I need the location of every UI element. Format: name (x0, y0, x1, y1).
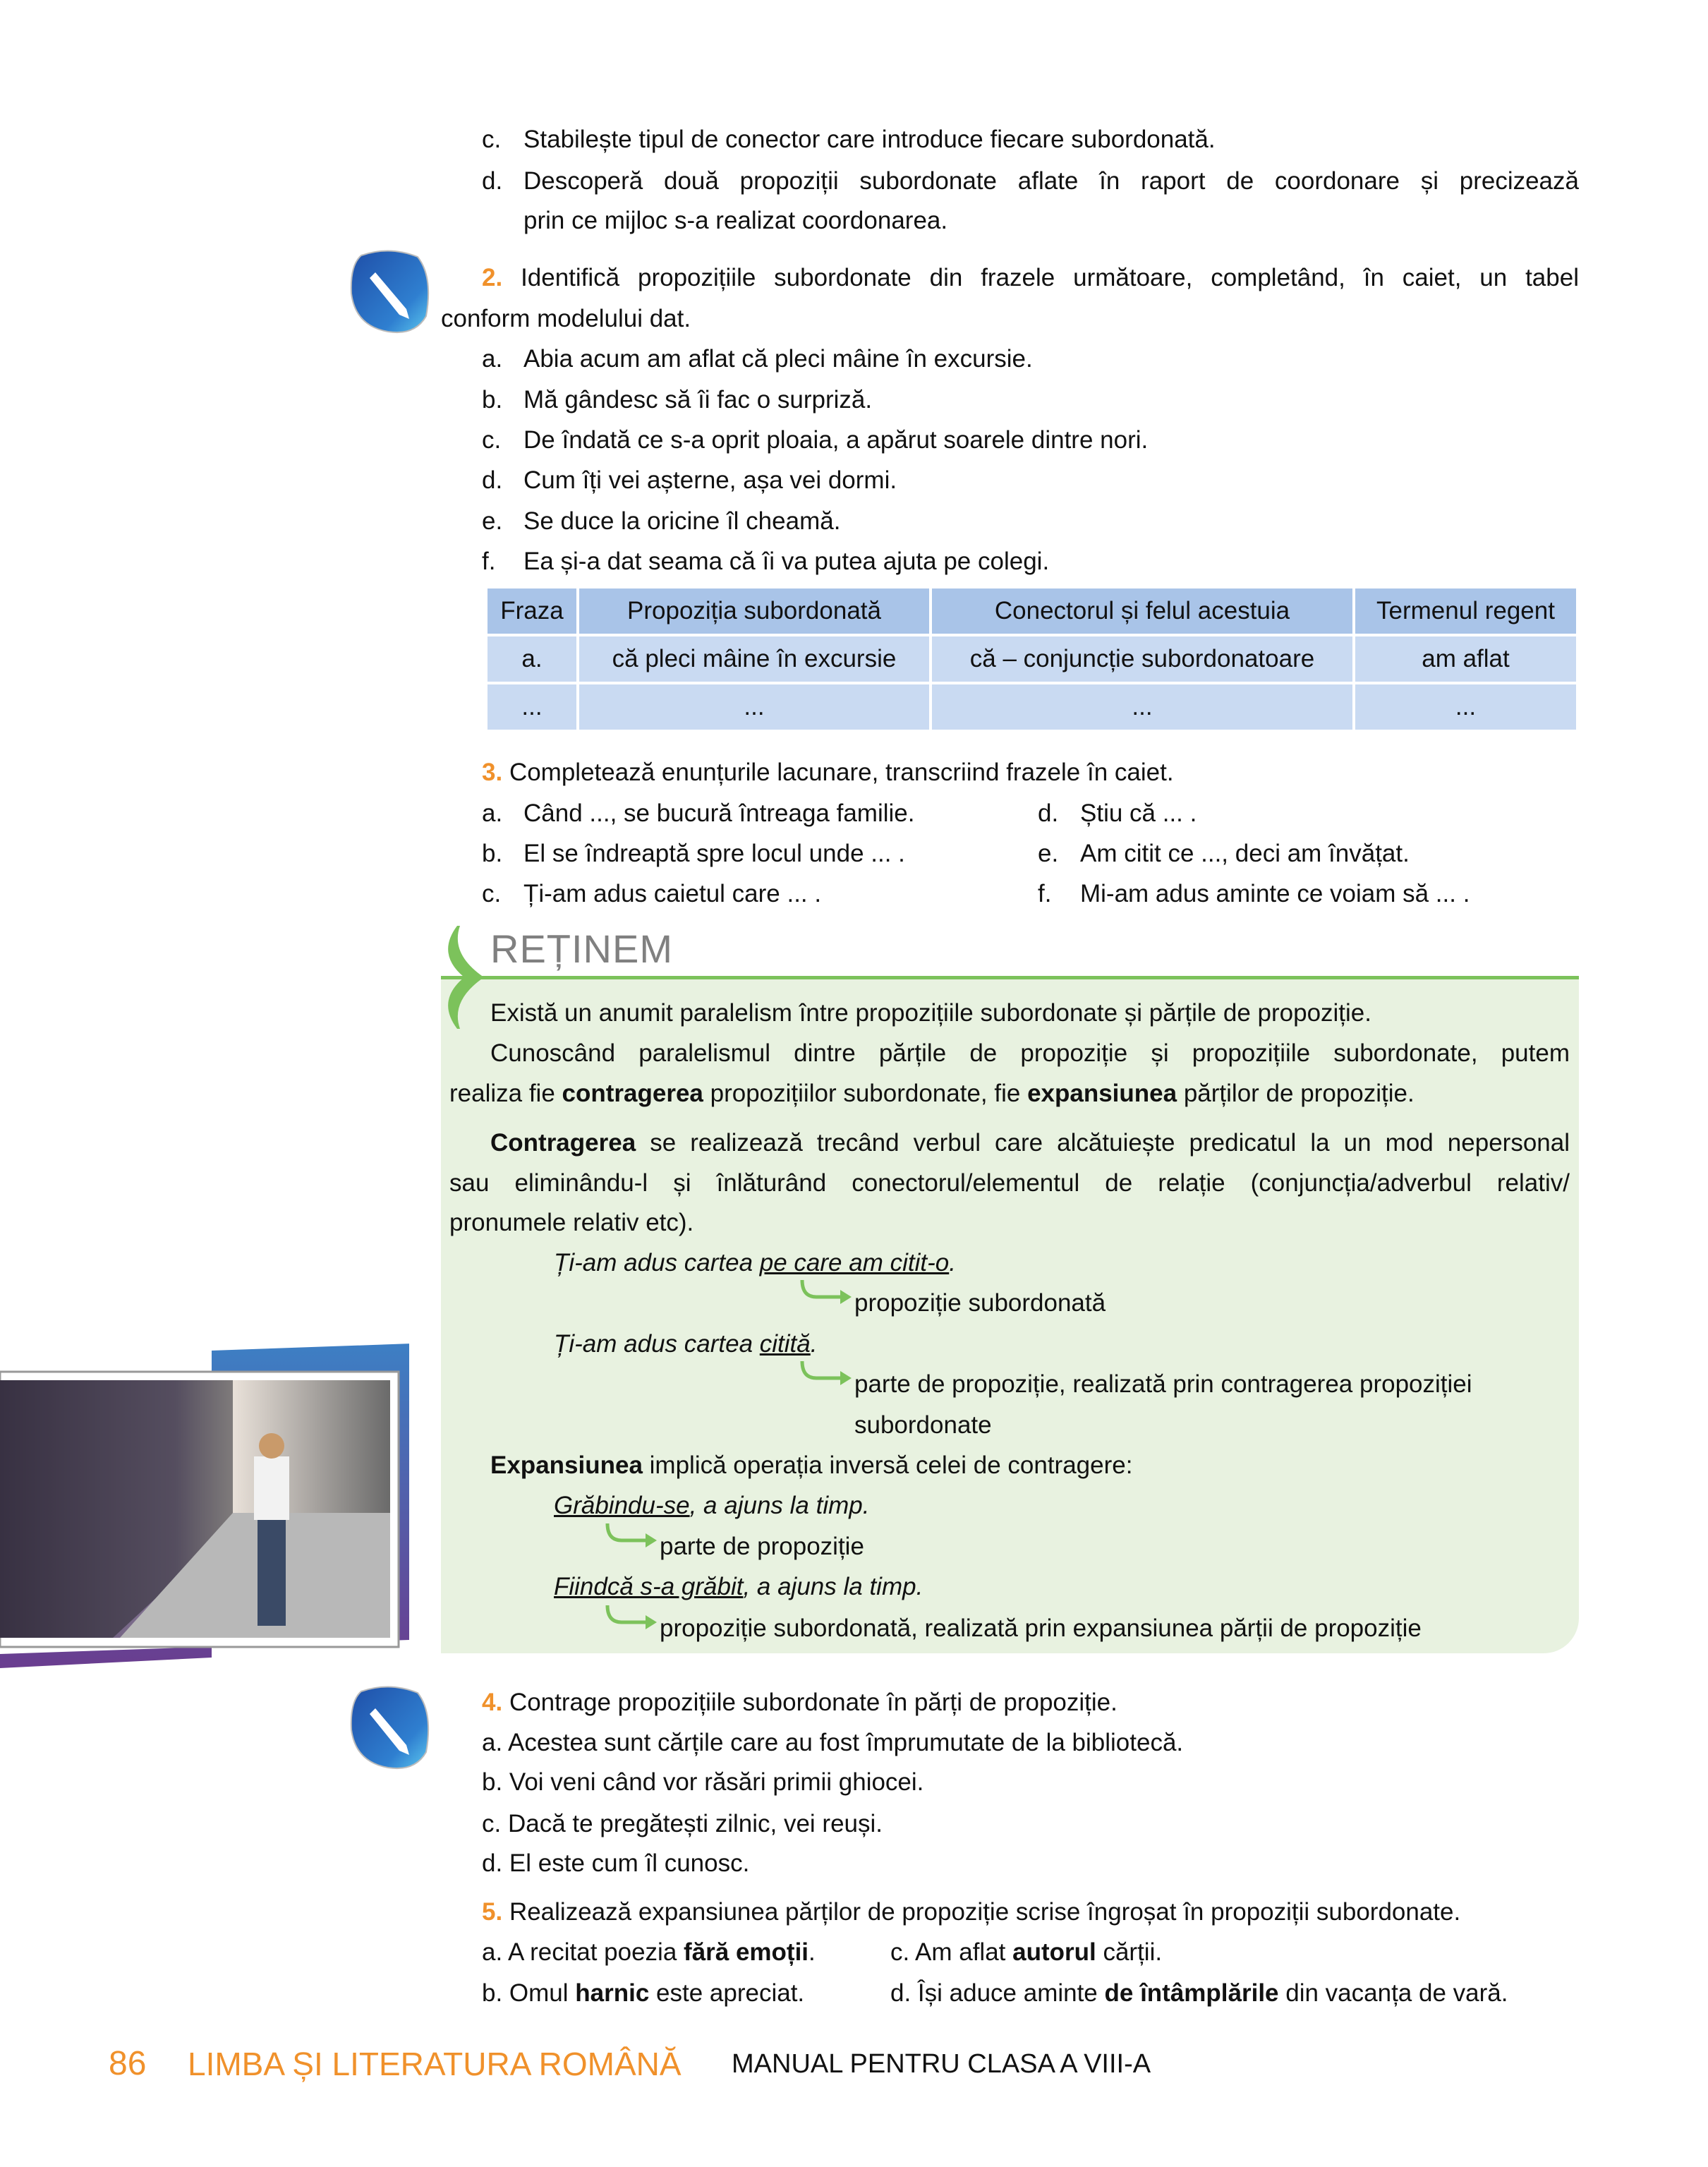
example-sentence: Fiindcă s-a grăbit, a ajuns la timp. (554, 1573, 923, 1600)
footer-subtitle: MANUAL PENTRU CLASA A VIII-A (732, 2049, 1151, 2079)
item-text: d. El este cum îl cunosc. (482, 1849, 750, 1877)
item-letter: b. (482, 386, 503, 414)
item-text: Abia acum am aflat că pleci mâine în excursie. (523, 345, 1033, 373)
item-text: Mi-am adus aminte ce voiam să ... . (1080, 880, 1470, 907)
table-header-row (487, 588, 1576, 634)
retinem-text: pronumele relativ etc). (449, 1209, 694, 1236)
exercise-number: 2. (482, 264, 503, 291)
example-note: parte de propoziție (660, 1533, 864, 1560)
table-cell: am aflat (1355, 636, 1576, 682)
item-text: De îndată ce s-a oprit ploaia, a apărut soarele dintre nori. (523, 426, 1149, 454)
item-letter: d. (482, 466, 503, 494)
arrow-icon (799, 1279, 853, 1304)
item-text: Ți-am adus caietul care ... . (523, 880, 822, 907)
example-sentence: Ți-am adus cartea citită. (554, 1330, 818, 1358)
item-text: Se duce la oricine îl cheamă. (523, 507, 841, 535)
exercise-number: 3. (482, 759, 503, 786)
item-letter: e. (1038, 840, 1059, 867)
page-number: 86 (109, 2045, 147, 2082)
item-text: Stabilește tipul de conector care introduce fiecare subordonată. (523, 126, 1216, 153)
item-letter: c. (482, 880, 502, 907)
item-letter: d. (1038, 799, 1059, 827)
exercise-text: Realizează expansiunea părților de propoziție scrise îngroșat în propoziții subordonate. (509, 1898, 1461, 1926)
example-note: propoziție subordonată, realizată prin expansiunea părții de propoziție (660, 1614, 1422, 1642)
retinem-text: Cunoscând paralelismul dintre părțile de propoziție și propozițiile subordonate, putem (490, 1039, 1570, 1067)
exercise-2-line2: conform modelului dat. (441, 305, 691, 332)
retinem-text: Expansiunea implică operația inversă celei de contragere: (490, 1451, 1133, 1479)
table-row (487, 684, 1576, 730)
item-letter: a. (482, 345, 503, 373)
item-letter: a. (482, 799, 503, 827)
item-text: c. Am aflat autorul cărții. (890, 1938, 1163, 1966)
footer-subject: LIMBA ȘI LITERATURA ROMÂNĂ (188, 2046, 682, 2082)
item-text: Descoperă două propoziții subordonate aflate în raport de coordonare și precizează (523, 167, 1579, 195)
item-text: Ea și-a dat seama că îi va putea ajuta pe colegi. (523, 548, 1050, 575)
exercise-number: 5. (482, 1898, 503, 1926)
item-text: Știu că ... . (1080, 799, 1197, 827)
exercise-text: Identifică propozițiile subordonate din frazele următoare, completând, în caiet, un tabel (521, 264, 1579, 291)
item-text: Când ..., se bucură întreaga familie. (523, 799, 915, 827)
table-cell: ... (579, 684, 929, 730)
item-text: c. Dacă te pregătești zilnic, vei reuși. (482, 1810, 883, 1837)
exercise-2-line1 (482, 258, 1579, 298)
arrow-icon (605, 1604, 658, 1629)
exercise-number: 4. (482, 1689, 503, 1716)
retinem-text: Contragerea se realizează trecând verbul care alcătuiește predicatul la un mod nepersonal (490, 1129, 1570, 1157)
exercise-5-title (482, 1892, 1460, 1932)
item-letter: d. (482, 167, 503, 195)
table-header: Fraza (487, 588, 576, 634)
item-text: Mă gândesc să îi fac o surpriză. (523, 386, 873, 414)
table-cell: ... (1355, 684, 1576, 730)
green-bracket-icon (436, 926, 485, 1029)
item-text: El se îndreaptă spre locul unde ... . (523, 840, 905, 867)
exercise-3-title (482, 752, 1174, 792)
exercise-text: Contrage propozițiile subordonate în părți de propoziție. (509, 1689, 1118, 1716)
retinem-text: Există un anumit paralelism între propozițiile subordonate și părțile de propoziție. (490, 999, 1371, 1027)
item-text: a. Acestea sunt cărțile care au fost împrumutate de la bibliotecă. (482, 1729, 1184, 1756)
table-cell: că pleci mâine în excursie (579, 636, 929, 682)
example-note: parte de propoziție, realizată prin contragerea propoziției (854, 1370, 1472, 1398)
table-header: Termenul regent (1355, 588, 1576, 634)
pencil-icon (347, 1684, 432, 1772)
item-text: b. Voi veni când vor răsări primii ghiocei. (482, 1768, 924, 1796)
model-table (485, 586, 1579, 732)
exercise-text: Completează enunțurile lacunare, transcriind frazele în caiet. (509, 759, 1174, 786)
table-cell: a. (487, 636, 576, 682)
retinem-text: sau eliminându-l și înlăturând conectorul/elementul de relație (conjuncția/adverbul relativ/ (449, 1169, 1570, 1197)
example-note: subordonate (854, 1411, 992, 1439)
item-letter: b. (482, 840, 503, 867)
item-letter: c. (482, 126, 502, 153)
item-text: Cum îți vei așterne, așa vei dormi. (523, 466, 897, 494)
train-station-photo (0, 1344, 409, 1668)
table-cell: că – conjuncție subordonatoare (932, 636, 1352, 682)
exercise-4-title (482, 1682, 1118, 1722)
item-text: Am citit ce ..., deci am învățat. (1080, 840, 1410, 867)
example-sentence: Ți-am adus cartea pe care am citit-o. (554, 1249, 956, 1276)
table-cell: ... (487, 684, 576, 730)
item-letter: c. (482, 426, 502, 454)
table-header: Conectorul și felul acestuia (932, 588, 1352, 634)
item-text: d. Își aduce aminte de întâmplările din vacanța de vară. (890, 1979, 1508, 2007)
item-text: b. Omul harnic este apreciat. (482, 1979, 805, 2007)
arrow-icon (605, 1522, 658, 1547)
item-letter: e. (482, 507, 503, 535)
table-row (487, 636, 1576, 682)
item-text: prin ce mijloc s-a realizat coordonarea. (523, 207, 948, 234)
item-letter: f. (1038, 880, 1052, 907)
item-letter: f. (482, 548, 496, 575)
table-header: Propoziția subordonată (579, 588, 929, 634)
example-note: propoziție subordonată (854, 1289, 1106, 1317)
example-sentence: Grăbindu-se, a ajuns la timp. (554, 1492, 870, 1519)
table-cell: ... (932, 684, 1352, 730)
section-title: REȚINEM (490, 926, 673, 971)
arrow-icon (799, 1360, 853, 1385)
pencil-icon (347, 248, 432, 336)
retinem-text: realiza fie contragerea propozițiilor subordonate, fie expansiunea părților de propoziție. (449, 1080, 1415, 1107)
item-text: a. A recitat poezia fără emoții. (482, 1938, 816, 1966)
